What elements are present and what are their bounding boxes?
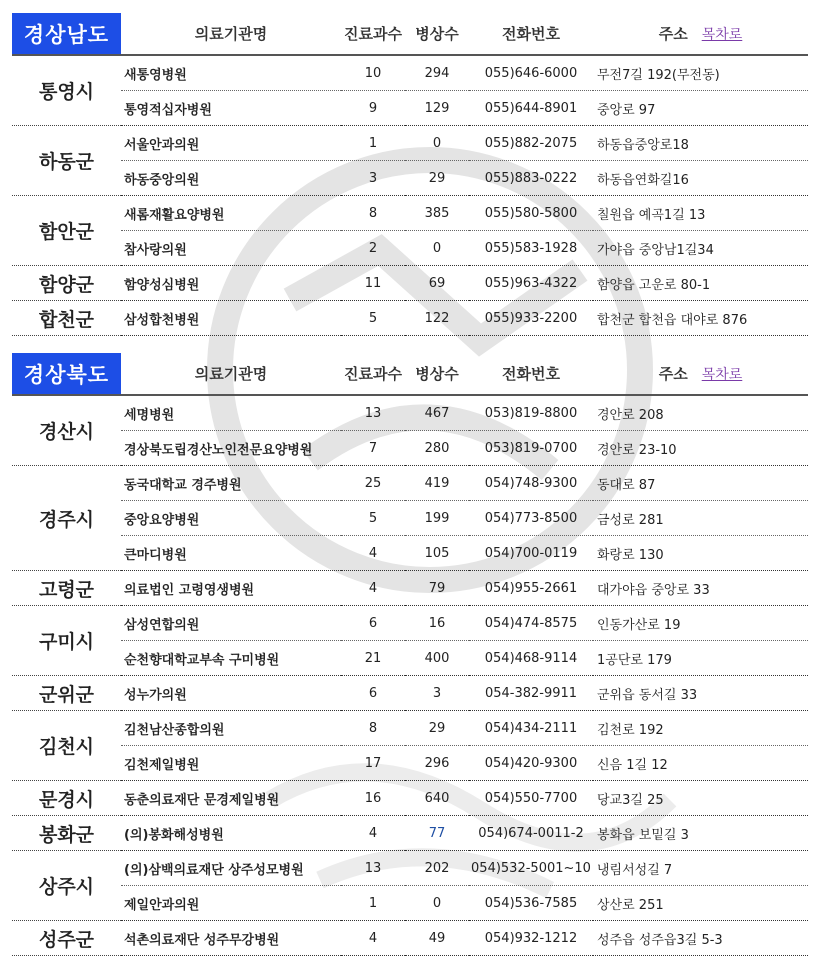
dept-count: 8 bbox=[341, 196, 405, 231]
table-row bbox=[12, 466, 808, 501]
city-name: 문경시 bbox=[12, 781, 121, 816]
hospital-name: 삼성연합의원 bbox=[121, 606, 341, 641]
table-header bbox=[12, 13, 808, 55]
header-address-label: 주소 bbox=[658, 365, 688, 383]
city-name: 함안군 bbox=[12, 196, 121, 266]
phone-number: 053)819-0700 bbox=[469, 431, 593, 466]
table-row bbox=[12, 231, 808, 266]
dept-count: 4 bbox=[341, 536, 405, 571]
phone-number: 055)963-4322 bbox=[469, 266, 593, 301]
header-address-label: 주소 bbox=[658, 25, 688, 43]
address: 화랑로 130 bbox=[593, 536, 808, 571]
bed-count: 202 bbox=[405, 851, 469, 886]
dept-count: 6 bbox=[341, 606, 405, 641]
hospital-name: 김천남산종합의원 bbox=[121, 711, 341, 746]
phone-number: 054)532-5001~10 bbox=[469, 851, 593, 886]
phone-number: 054)550-7700 bbox=[469, 781, 593, 816]
hospital-name: 순천향대학교부속 구미병원 bbox=[121, 641, 341, 676]
bed-count: 640 bbox=[405, 781, 469, 816]
phone-number: 054)434-2111 bbox=[469, 711, 593, 746]
dept-count: 1 bbox=[341, 126, 405, 161]
phone-number: 054)536-7585 bbox=[469, 886, 593, 921]
hospital-name: 새통영병원 bbox=[121, 55, 341, 91]
bed-count: 122 bbox=[405, 301, 469, 336]
hospital-name: 중앙요양병원 bbox=[121, 501, 341, 536]
address: 금성로 281 bbox=[593, 501, 808, 536]
hospital-name: 세명병원 bbox=[121, 395, 341, 431]
table-row bbox=[12, 431, 808, 466]
dept-count: 8 bbox=[341, 711, 405, 746]
dept-count: 2 bbox=[341, 231, 405, 266]
bed-count: 29 bbox=[405, 711, 469, 746]
header-phone: 전화번호 bbox=[469, 13, 593, 55]
hospital-name: 함양성심병원 bbox=[121, 266, 341, 301]
header-hospital-name: 의료기관명 bbox=[121, 13, 341, 55]
table-row bbox=[12, 571, 808, 606]
hospital-name: (의)삼백의료재단 상주성모병원 bbox=[121, 851, 341, 886]
table-row bbox=[12, 55, 808, 91]
dept-count: 21 bbox=[341, 641, 405, 676]
phone-number: 054)420-9300 bbox=[469, 746, 593, 781]
hospital-name: 제일안과의원 bbox=[121, 886, 341, 921]
city-name: 상주시 bbox=[12, 851, 121, 921]
bed-count: 3 bbox=[405, 676, 469, 711]
table-row bbox=[12, 536, 808, 571]
table-row bbox=[12, 711, 808, 746]
hospital-name: 삼성합천병원 bbox=[121, 301, 341, 336]
phone-number: 054)932-1212 bbox=[469, 921, 593, 956]
city-name: 구미시 bbox=[12, 606, 121, 676]
toc-link[interactable]: 목차로 bbox=[701, 367, 743, 383]
address: 상산로 251 bbox=[593, 886, 808, 921]
phone-number: 054)773-8500 bbox=[469, 501, 593, 536]
province-title: 경상남도 bbox=[12, 13, 121, 55]
table-row bbox=[12, 816, 808, 851]
city-name: 군위군 bbox=[12, 676, 121, 711]
address: 칠원읍 예곡1길 13 bbox=[593, 196, 808, 231]
table-row bbox=[12, 91, 808, 126]
phone-number: 054)955-2661 bbox=[469, 571, 593, 606]
dept-count: 16 bbox=[341, 781, 405, 816]
table-header bbox=[12, 353, 808, 395]
address: 대가야읍 중앙로 33 bbox=[593, 571, 808, 606]
header-hospital-name: 의료기관명 bbox=[121, 353, 341, 395]
dept-count: 1 bbox=[341, 886, 405, 921]
phone-number: 055)882-2075 bbox=[469, 126, 593, 161]
city-name: 고령군 bbox=[12, 571, 121, 606]
address: 봉화읍 보밑길 3 bbox=[593, 816, 808, 851]
hospital-name: 하동중앙의원 bbox=[121, 161, 341, 196]
bed-count: 280 bbox=[405, 431, 469, 466]
hospital-name: 석촌의료재단 성주무강병원 bbox=[121, 921, 341, 956]
dept-count: 11 bbox=[341, 266, 405, 301]
phone-number: 054)468-9114 bbox=[469, 641, 593, 676]
bed-count: 49 bbox=[405, 921, 469, 956]
city-name: 합천군 bbox=[12, 301, 121, 336]
bed-count: 79 bbox=[405, 571, 469, 606]
table-row bbox=[12, 886, 808, 921]
city-name: 함양군 bbox=[12, 266, 121, 301]
address: 하동읍중앙로18 bbox=[593, 126, 808, 161]
dept-count: 7 bbox=[341, 431, 405, 466]
address: 무전7길 192(무전동) bbox=[593, 55, 808, 91]
address: 신음 1길 12 bbox=[593, 746, 808, 781]
hospital-table bbox=[12, 353, 808, 956]
dept-count: 4 bbox=[341, 816, 405, 851]
table-row bbox=[12, 746, 808, 781]
table-row bbox=[12, 126, 808, 161]
hospital-name: (의)봉화해성병원 bbox=[121, 816, 341, 851]
toc-link[interactable]: 목차로 bbox=[701, 27, 743, 43]
table-row bbox=[12, 196, 808, 231]
bed-count: 294 bbox=[405, 55, 469, 91]
bed-count: 129 bbox=[405, 91, 469, 126]
table-row bbox=[12, 781, 808, 816]
bed-count: 105 bbox=[405, 536, 469, 571]
dept-count: 9 bbox=[341, 91, 405, 126]
city-name: 김천시 bbox=[12, 711, 121, 781]
bed-count: 419 bbox=[405, 466, 469, 501]
hospital-name: 김천제일병원 bbox=[121, 746, 341, 781]
address: 인동가산로 19 bbox=[593, 606, 808, 641]
hospital-name: 새롬재활요양병원 bbox=[121, 196, 341, 231]
bed-count: 77 bbox=[405, 816, 469, 851]
dept-count: 13 bbox=[341, 851, 405, 886]
bed-count: 400 bbox=[405, 641, 469, 676]
hospital-name: 참사랑의원 bbox=[121, 231, 341, 266]
table-row bbox=[12, 301, 808, 336]
table-row bbox=[12, 395, 808, 431]
address: 성주읍 성주읍3길 5-3 bbox=[593, 921, 808, 956]
phone-number: 055)583-1928 bbox=[469, 231, 593, 266]
header-phone: 전화번호 bbox=[469, 353, 593, 395]
city-name: 성주군 bbox=[12, 921, 121, 956]
phone-number: 053)819-8800 bbox=[469, 395, 593, 431]
bed-count: 0 bbox=[405, 126, 469, 161]
hospital-name: 성누가의원 bbox=[121, 676, 341, 711]
address: 김천로 192 bbox=[593, 711, 808, 746]
hospital-name: 의료법인 고령영생병원 bbox=[121, 571, 341, 606]
address: 동대로 87 bbox=[593, 466, 808, 501]
address: 함양읍 고운로 80-1 bbox=[593, 266, 808, 301]
table-row bbox=[12, 676, 808, 711]
address: 냉림서성길 7 bbox=[593, 851, 808, 886]
dept-count: 3 bbox=[341, 161, 405, 196]
address: 1공단로 179 bbox=[593, 641, 808, 676]
city-name: 통영시 bbox=[12, 55, 121, 126]
table-row bbox=[12, 266, 808, 301]
bed-count: 69 bbox=[405, 266, 469, 301]
header-bed-count: 병상수 bbox=[405, 353, 469, 395]
bed-count: 0 bbox=[405, 231, 469, 266]
address: 하동읍연화길16 bbox=[593, 161, 808, 196]
table-row bbox=[12, 851, 808, 886]
address: 경안로 23-10 bbox=[593, 431, 808, 466]
phone-number: 055)933-2200 bbox=[469, 301, 593, 336]
hospital-name: 동국대학교 경주병원 bbox=[121, 466, 341, 501]
phone-number: 055)644-8901 bbox=[469, 91, 593, 126]
phone-number: 054)700-0119 bbox=[469, 536, 593, 571]
phone-number: 054-382-9911 bbox=[469, 676, 593, 711]
hospital-table bbox=[12, 13, 808, 336]
phone-number: 054)674-0011-2 bbox=[469, 816, 593, 851]
hospital-name: 통영적십자병원 bbox=[121, 91, 341, 126]
city-name: 봉화군 bbox=[12, 816, 121, 851]
bed-count: 467 bbox=[405, 395, 469, 431]
address: 중앙로 97 bbox=[593, 91, 808, 126]
table-row bbox=[12, 501, 808, 536]
header-bed-count: 병상수 bbox=[405, 13, 469, 55]
bed-count: 0 bbox=[405, 886, 469, 921]
dept-count: 5 bbox=[341, 501, 405, 536]
city-name: 경산시 bbox=[12, 395, 121, 466]
city-name: 하동군 bbox=[12, 126, 121, 196]
phone-number: 054)748-9300 bbox=[469, 466, 593, 501]
dept-count: 10 bbox=[341, 55, 405, 91]
bed-count: 29 bbox=[405, 161, 469, 196]
address: 군위읍 동서길 33 bbox=[593, 676, 808, 711]
bed-count: 199 bbox=[405, 501, 469, 536]
address: 합천군 합천읍 대야로 876 bbox=[593, 301, 808, 336]
dept-count: 5 bbox=[341, 301, 405, 336]
dept-count: 17 bbox=[341, 746, 405, 781]
hospital-name: 경상북도립경산노인전문요양병원 bbox=[121, 431, 341, 466]
bed-count: 385 bbox=[405, 196, 469, 231]
header-dept-count: 진료과수 bbox=[341, 353, 405, 395]
bed-count: 296 bbox=[405, 746, 469, 781]
phone-number: 054)474-8575 bbox=[469, 606, 593, 641]
dept-count: 13 bbox=[341, 395, 405, 431]
phone-number: 055)883-0222 bbox=[469, 161, 593, 196]
hospital-name: 서울안과의원 bbox=[121, 126, 341, 161]
hospital-name: 동춘의료재단 문경제일병원 bbox=[121, 781, 341, 816]
phone-number: 055)646-6000 bbox=[469, 55, 593, 91]
address: 당교3길 25 bbox=[593, 781, 808, 816]
dept-count: 4 bbox=[341, 921, 405, 956]
table-row bbox=[12, 641, 808, 676]
header-address bbox=[593, 13, 808, 55]
header-dept-count: 진료과수 bbox=[341, 13, 405, 55]
address: 가야읍 중앙남1길34 bbox=[593, 231, 808, 266]
dept-count: 6 bbox=[341, 676, 405, 711]
bed-count: 16 bbox=[405, 606, 469, 641]
province-title: 경상북도 bbox=[12, 353, 121, 395]
hospital-name: 큰마디병원 bbox=[121, 536, 341, 571]
table-row bbox=[12, 161, 808, 196]
table-row bbox=[12, 921, 808, 956]
table-row bbox=[12, 606, 808, 641]
phone-number: 055)580-5800 bbox=[469, 196, 593, 231]
dept-count: 25 bbox=[341, 466, 405, 501]
dept-count: 4 bbox=[341, 571, 405, 606]
city-name: 경주시 bbox=[12, 466, 121, 571]
header-address bbox=[593, 353, 808, 395]
address: 경안로 208 bbox=[593, 395, 808, 431]
